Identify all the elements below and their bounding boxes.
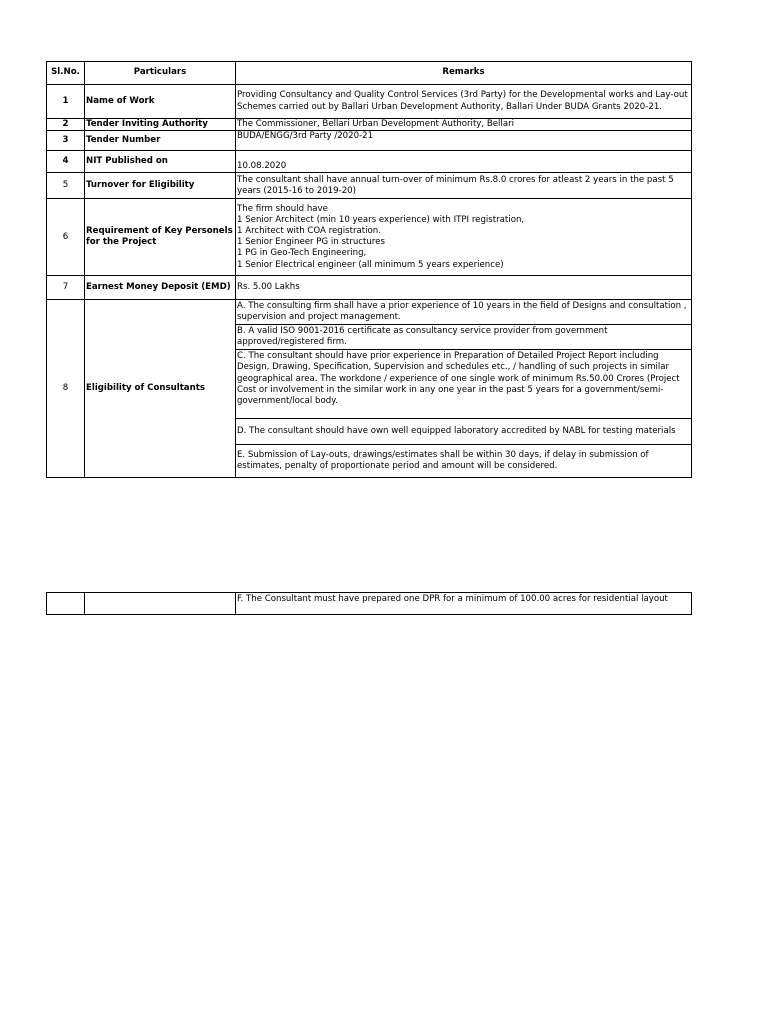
row-remarks: Providing Consultancy and Quality Control Services (3rd Party) for the Developmental works and Lay-out Schemes carried out by Ballari Urban Development Authority, Ballari Under BUDA Grants 2020-21. bbox=[236, 85, 692, 119]
header-particulars: Particulars bbox=[85, 62, 236, 85]
row-sl: 4 bbox=[47, 151, 85, 173]
row-particulars: Name of Work bbox=[85, 85, 236, 119]
table-row bbox=[47, 199, 692, 276]
row-remarks bbox=[236, 300, 692, 478]
eligibility-item-a: A. The consulting firm shall have a prior experience of 10 years in the field of Designs and consultation , supervision and project management. bbox=[236, 300, 691, 325]
row-sl: 7 bbox=[47, 276, 85, 300]
row-sl: 1 bbox=[47, 85, 85, 119]
row-sl: 8 bbox=[47, 300, 85, 478]
row-sl: 3 bbox=[47, 131, 85, 151]
row-remarks bbox=[236, 199, 692, 276]
header-sl-no: Sl.No. bbox=[47, 62, 85, 85]
remarks-line: The firm should have bbox=[237, 203, 328, 214]
row-remarks: BUDA/ENGG/3rd Party /2020-21 bbox=[236, 131, 692, 151]
row-remarks: 10.08.2020 bbox=[236, 151, 692, 173]
remarks-line: 1 Senior Electrical engineer (all minimum 5 years experience) bbox=[237, 259, 504, 270]
row-particulars: Tender Number bbox=[85, 131, 236, 151]
header-remarks: Remarks bbox=[236, 62, 692, 85]
row-particulars: Requirement of Key Personels for the Project bbox=[85, 199, 236, 276]
row-sl: 5 bbox=[47, 173, 85, 199]
table-row bbox=[47, 85, 692, 119]
remarks-line: 1 Architect with COA registration. bbox=[237, 226, 381, 236]
row-remarks: Rs. 5.00 Lakhs bbox=[236, 276, 692, 300]
row-remarks: The Commissioner, Bellari Urban Development Authority, Bellari bbox=[236, 119, 692, 131]
row-remarks: The consultant shall have annual turn-over of minimum Rs.8.0 crores for atleast 2 years in the past 5 years (2015-16 to 2019-20) bbox=[236, 173, 692, 199]
row-sl: 6 bbox=[47, 199, 85, 276]
row-particulars: Earnest Money Deposit (EMD) bbox=[85, 276, 236, 300]
row-particulars: Turnover for Eligibility bbox=[85, 173, 236, 199]
eligibility-item-c: C. The consultant should have prior experience in Preparation of Detailed Project Report including Design, Drawing, Specification, Supervision and schedules etc., / handling of such projects in similar geographical area. The workdone / experience of one single work of minimum Rs.50.00 Crores (Project Cost or involvement in the similar work in any one year in the past 5 years for a government/semi-government/local body. bbox=[236, 350, 691, 419]
row-particulars: NIT Published on bbox=[85, 151, 236, 173]
row-particulars: Eligibility of Consultants bbox=[85, 300, 236, 478]
remarks-line: 1 Senior Architect (min 10 years experience) with ITPI registration, bbox=[237, 214, 525, 225]
table-row bbox=[47, 593, 692, 615]
eligibility-item-b: B. A valid ISO 9001-2016 certificate as consultancy service provider from government approved/registered firm. bbox=[236, 325, 691, 350]
eligibility-item-e: E. Submission of Lay-outs, drawings/estimates shall be within 30 days, if delay in submission of estimates, penalty of proportionate period and amount will be considered. bbox=[237, 450, 649, 472]
table-row bbox=[47, 276, 692, 300]
table-row bbox=[47, 119, 692, 131]
table-row bbox=[47, 131, 692, 151]
continuation-table bbox=[46, 592, 692, 615]
row-particulars: Tender Inviting Authority bbox=[85, 119, 236, 131]
remarks-line: 1 Senior Engineer PG in structures bbox=[237, 237, 385, 248]
row-sl: 2 bbox=[47, 119, 85, 131]
tender-details-table bbox=[46, 61, 692, 478]
row-particulars bbox=[85, 593, 236, 615]
eligibility-item-f: F. The Consultant must have prepared one DPR for a minimum of 100.00 acres for residential layout bbox=[236, 593, 692, 615]
table-row bbox=[47, 151, 692, 173]
table-header-row bbox=[47, 62, 692, 85]
remarks-line: 1 PG in Geo-Tech Engineering, bbox=[237, 248, 367, 259]
table-row bbox=[47, 173, 692, 199]
eligibility-item-d: D. The consultant should have own well equipped laboratory accredited by NABL for testing materials bbox=[236, 419, 691, 445]
row-sl bbox=[47, 593, 85, 615]
table-row bbox=[47, 300, 692, 478]
